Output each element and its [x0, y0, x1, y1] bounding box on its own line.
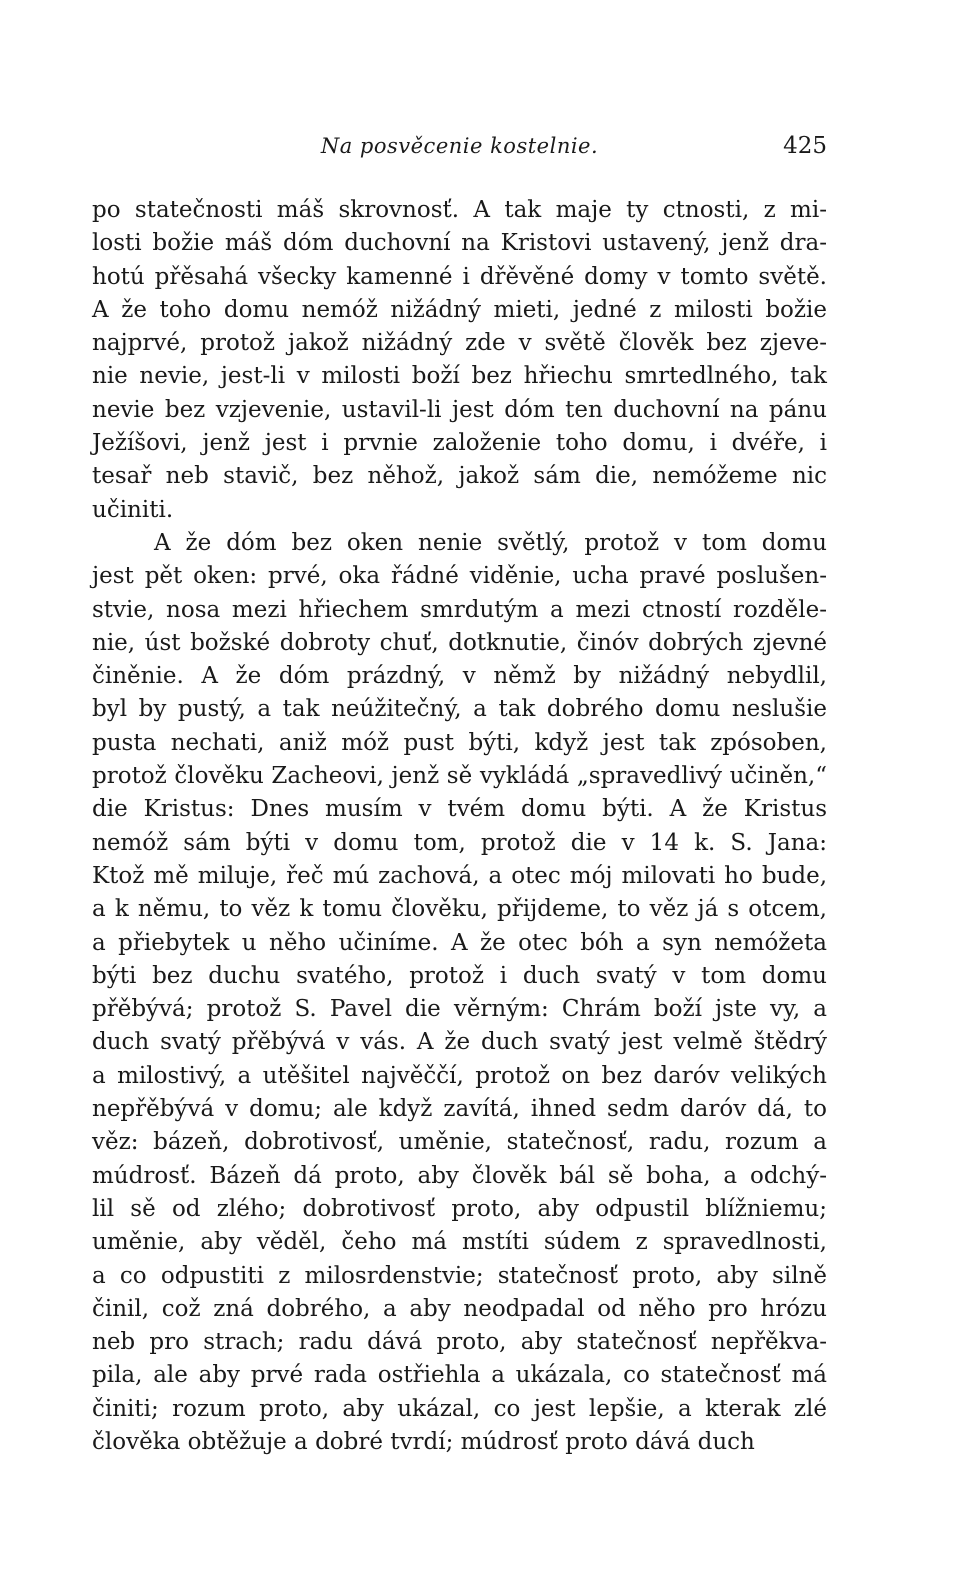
- text-line: a co odpustiti z milosrdenstvie; statečnosť proto, aby silně: [92, 1262, 827, 1289]
- text-line: A že toho domu nemóž nižádný mieti, jedné z milosti božie: [92, 296, 827, 323]
- text-line: nemóž sám býti v domu tom, protož die v 14 k. S. Jana:: [92, 829, 827, 856]
- body-text: [92, 194, 827, 1459]
- text-line: nie nevie, jest-li v milosti boží bez hřiechu smrtedlného, tak: [92, 363, 827, 390]
- text-line: býti bez duchu svatého, protož i duch svatý v tom domu: [92, 962, 827, 989]
- text-line: činiti; rozum proto, aby ukázal, co jest lepšie, a kterak zlé: [92, 1395, 827, 1422]
- running-title: Na posvěcenie kostelnie.: [320, 134, 599, 158]
- text-line: a k němu, to věz k tomu člověku, přijdeme, to věz já s otcem,: [92, 896, 827, 923]
- text-line: pusta nechati, aniž móž pust býti, když jest tak zpósoben,: [92, 729, 827, 756]
- text-line: jest pět oken: prvé, oka řádné viděnie, ucha pravé poslušen-: [92, 563, 827, 590]
- text-line: nepřěbývá v domu; ale když zavítá, ihned sedm daróv dá, to: [92, 1096, 827, 1123]
- text-line: múdrosť. Bázeň dá proto, aby člověk bál sě boha, a odchý-: [92, 1162, 827, 1189]
- text-line: nie, úst božské dobroty chuť, dotknutie, činóv dobrých zjevné: [92, 629, 827, 656]
- text-line: Ježíšovi, jenž jest i prvnie založenie toho domu, i dvéře, i: [92, 430, 827, 457]
- text-line: činil, což zná dobrého, a aby neodpadal od něho pro hrózu: [92, 1295, 827, 1322]
- text-line: učiniti.: [92, 496, 174, 523]
- text-line: lil sě od zlého; dobrotivosť proto, aby odpustil blížniemu;: [92, 1195, 827, 1222]
- text-line: A že dóm bez oken nenie světlý, protož v tom domu: [154, 529, 827, 556]
- text-line: losti božie máš dóm duchovní na Kristovi ustavený, jenž dra-: [92, 230, 827, 257]
- text-line: byl by pustý, a tak neúžitečný, a tak dobrého domu neslušie: [92, 696, 827, 723]
- text-line: tesař neb stavič, bez něhož, jakož sám die, nemóžeme nic: [92, 463, 827, 490]
- text-line: Ktož mě miluje, řeč mú zachová, a otec mój milovati ho bude,: [92, 862, 827, 889]
- text-line: nevie bez vzjevenie, ustavil-li jest dóm ten duchovní na pánu: [92, 396, 827, 423]
- page-number: 425: [783, 133, 827, 159]
- text-line: věz: bázeň, dobrotivosť, uměnie, statečnosť, radu, rozum a: [92, 1129, 827, 1156]
- text-line: die Kristus: Dnes musím v tvém domu býti. A že Kristus: [92, 796, 827, 823]
- text-line: neb pro strach; radu dává proto, aby statečnosť nepřěkva-: [92, 1329, 827, 1356]
- text-line: uměnie, aby věděl, čeho má mstíti súdem z spravedlnosti,: [92, 1229, 827, 1256]
- text-line: po statečnosti máš skrovnosť. A tak maje ty ctnosti, z mi-: [92, 197, 827, 223]
- paragraph: [92, 194, 827, 527]
- text-line: a přiebytek u něho učiníme. A že otec bóh a syn nemóžeta: [92, 929, 827, 956]
- text-line: duch svatý přěbývá v vás. A že duch svatý jest velmě štědrý: [92, 1029, 827, 1056]
- text-line: činěnie. A že dóm prázdný, v němž by nižádný nebydlil,: [92, 663, 827, 690]
- text-line: přěbývá; protož S. Pavel die věrným: Chrám boží jste vy, a: [92, 996, 827, 1023]
- text-line: a milostivý, a utěšitel najvěččí, protož on bez daróv velikých: [92, 1062, 827, 1089]
- text-line: stvie, nosa mezi hřiechem smrdutým a mezi ctností rozděle-: [92, 596, 827, 623]
- text-line: pila, ale aby prvé rada ostřiehla a ukázala, co statečnosť má: [92, 1362, 827, 1389]
- text-line: najprvé, protož jakož nižádný zde v světě člověk bez zjeve-: [92, 330, 827, 357]
- paragraph: [92, 527, 827, 1459]
- text-line: protož člověku Zacheovi, jenž sě vykládá „spravedlivý učiněn,“: [92, 763, 827, 790]
- running-header: [92, 128, 827, 164]
- text-line: člověka obtěžuje a dobré tvrdí; múdrosť proto dává duch: [92, 1428, 755, 1455]
- text-line: hotú přěsahá všecky kamenné i dřěvěné domy v tomto světě.: [92, 263, 827, 290]
